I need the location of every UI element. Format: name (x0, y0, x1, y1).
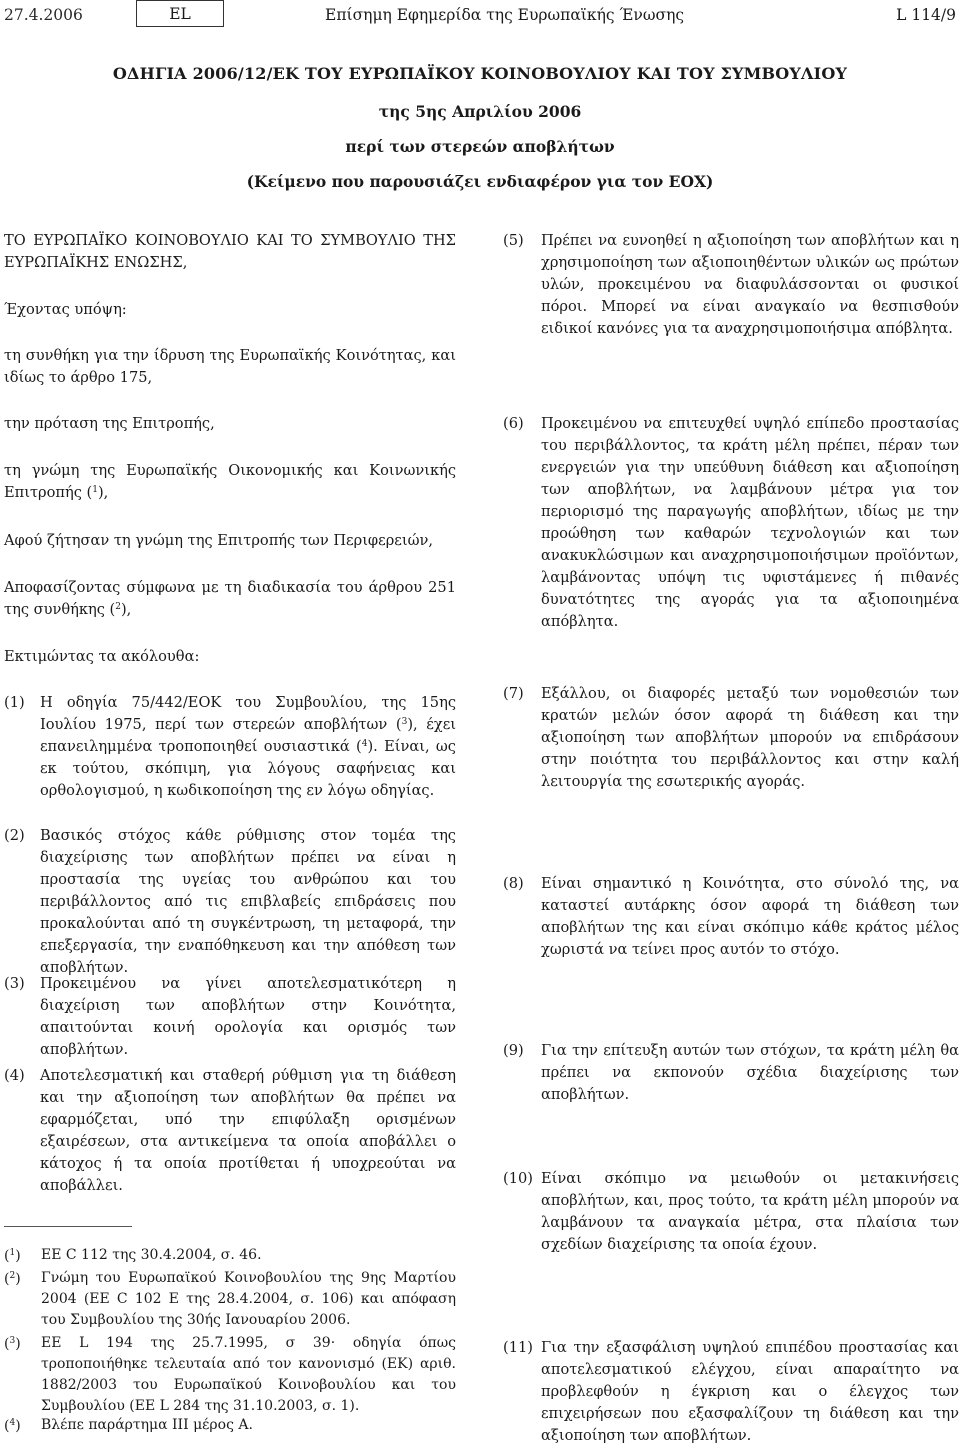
eea-relevance-note: (Κείμενο που παρουσιάζει ενδιαφέρον για τον ΕΟΧ) (246, 172, 714, 191)
recital-4: (4) Αποτελεσματική και σταθερή ρύθμιση για τη διάθεση και την αξιοποίηση των αποβλήτων θα πρέπει να εφαρμόζεται, υπό την επιφύλαξη ορισμένων εξαιρέσεων, στα αντικείμενα τα οποία αποβάλλει ο κάτοχος ή τα οποία προτίθεται ή υποχρεούται να αποβάλλει. (4, 1067, 456, 1194)
preamble-commission-proposal: την πρόταση της Επιτροπής, (4, 415, 215, 432)
recital-3: (3) Προκειμένου να γίνει αποτελεσματικότερη η διαχείριση των αποβλήτων στην Κοινότητα, απαιτούνται κοινή ορολογία και ορισμός των αποβλήτων. (4, 975, 456, 1058)
recital-number: (9) (503, 1042, 524, 1059)
page-number: L 114/9 (896, 6, 956, 24)
recital-2: (2) Βασικός στόχος κάθε ρύθμισης στον τομέα της διαχείρισης των αποβλήτων πρέπει να είναι η προστασία της υγείας του ανθρώπου και του περιβάλλοντος από τις επιβλαβείς επιδράσεις που προκαλούνται από τη συγκέντρωση, τη μεταφορά, την επεξεργασία, την εναπόθηκευση και την απόθεση των αποβλήτων. (4, 827, 456, 976)
recital-number: (2) (4, 827, 25, 844)
preamble-esc-opinion: τη γνώμη της Ευρωπαϊκής Οικονομικής και Κοινωνικής Επιτροπής ($^1$), (4, 462, 456, 501)
recital-number: (10) (503, 1170, 533, 1187)
recital-7: (7) Εξάλλου, οι διαφορές μεταξύ των νομοθεσιών των κρατών μελών όσον αφορά τη διάθεση και την αξιοποίηση των αποβλήτων μπορούν να επιδράσουν στην ποιότητα του περιβάλλοντος και στην καλή λειτουργία της εσωτερικής αγοράς. (503, 685, 959, 790)
footnote-ref: 3 (401, 717, 408, 727)
recital-11: (11) Για την εξασφάλιση υψηλού επιπέδου προστασίας και αποτελεσματικού ελέγχου, είναι απαραίτητο να προβλεφθούν η έγκριση και ο έλεγχος των επιχειρήσεων που εξασφαλίζουν τη διάθεση και την αξιοποίηση των αποβλήτων. (503, 1339, 959, 1444)
language-code-box: EL (136, 0, 224, 27)
preamble-institutions: ΤΟ ΕΥΡΩΠΑΪΚΟ ΚΟΙΝΟΒΟΥΛΙΟ ΚΑΙ ΤΟ ΣΥΜΒΟΥΛΙΟ ΤΗΣ ΕΥΡΩΠΑΪΚΗΣ ΕΝΩΣΗΣ, (4, 232, 456, 271)
recital-number: (8) (503, 875, 524, 892)
footnote-4: ($^4$) Βλέπε παράρτημα ΙΙΙ μέρος Α. (4, 1417, 253, 1434)
recital-8: (8) Είναι σημαντικό η Κοινότητα, στο σύνολό της, να καταστεί αυτάρκης όσον αφορά τη διάθεση των αποβλήτων της και είναι σκόπιμο κάθε κράτος μέλος χωριστά να τείνει προς αυτόν το στόχο. (503, 875, 959, 958)
footnote-ref: 4 (361, 739, 368, 749)
footnote-separator (4, 1226, 132, 1227)
recital-number: (7) (503, 685, 524, 702)
footnote-2: ($^2$) Γνώμη του Ευρωπαϊκού Κοινοβουλίου της 9ης Μαρτίου 2004 (ΕΕ C 102 E της 28.4.2004, σ. 106) και απόφαση του Συμβουλίου της 30ής Ιανουαρίου 2006. (4, 1270, 456, 1328)
recital-number: (4) (4, 1067, 25, 1084)
preamble-procedure: Αποφασίζοντας σύμφωνα με τη διαδικασία του άρθρου 251 της συνθήκης ($^2$), (4, 579, 456, 618)
preamble-treaty: τη συνθήκη για την ίδρυση της Ευρωπαϊκής Κοινότητας, και ιδίως το άρθρο 175, (4, 347, 456, 386)
header-date: 27.4.2006 (4, 6, 83, 24)
preamble-regions-opinion: Αφού ζήτησαν τη γνώμη της Επιτροπής των Περιφερειών, (4, 532, 433, 549)
recital-1: (1) Η οδηγία 75/442/ΕΟΚ του Συμβουλίου, της 15ης Ιουλίου 1975, περί των στερεών αποβλήτων ($^3$), έχει επανειλημμένα τροποποιηθεί ουσιαστικά ($^4$). Είναι, ως εκ τούτου, σκόπιμη, για λόγους σαφήνειας και ορθολογισμού, η κωδικοποίηση της εν λόγω οδηγίας. (4, 694, 456, 799)
page-header (0, 0, 960, 28)
recital-number: (3) (4, 975, 25, 992)
recital-6: (6) Προκειμένου να επιτευχθεί υψηλό επίπεδο προστασίας του περιβάλλοντος, τα κράτη μέλη πρέπει, πέραν των ενεργειών για την υπεύθυνη διάθεση και αξιοποίηση των αποβλήτων, να λαμβάνουν μέτρα για τον περιορισμό της παραγωγής αποβλήτων, ιδίως με την προώθηση των καθαρών τεχνολογιών και των ανακυκλώσιμων και αναχρησιμοποιήσιμων προϊόντων, λαμβάνοντας υπόψη τις υφιστάμενες ή πιθανές δυνατότητες της αγοράς για τα αξιοποιημένα απόβλητα. (503, 415, 959, 630)
directive-subject: περί των στερεών αποβλήτων (345, 137, 615, 156)
recital-number: (5) (503, 232, 524, 249)
recital-number: (1) (4, 694, 25, 711)
recital-5: (5) Πρέπει να ευνοηθεί η αξιοποίηση των αποβλήτων και η χρησιμοποίηση των αξιοποιηθέντων υλικών ως πρώτων υλών, προκειμένου να διαφυλάσσονται οι φυσικοί πόροι. Μπορεί να είναι αναγκαίο να θεσπισθούν ειδικοί κανόνες για τα αναχρησιμοποιήσιμα απόβλητα. (503, 232, 959, 337)
footnote-3: ($^3$) ΕΕ L 194 της 25.7.1995, σ 39· οδηγία όπως τροποποιήθηκε τελευταία από τον κανονισμό (ΕΚ) αριθ. 1882/2003 του Ευρωπαϊκού Κοινοβουλίου και του Συμβουλίου (ΕΕ L 284 της 31.10.2003, σ. 1). (4, 1335, 456, 1414)
recital-10: (10) Είναι σκόπιμο να μειωθούν οι μετακινήσεις αποβλήτων, και, προς τούτο, τα κράτη μέλη μπορούν να λαμβάνουν τα αναγκαία μέτρα, στα πλαίσια των σχεδίων διαχείρισης τα οποία έχουν. (503, 1170, 959, 1253)
footnote-ref: 2 (115, 602, 121, 612)
recital-number: (6) (503, 415, 524, 432)
recital-number: (11) (503, 1339, 533, 1356)
preamble-having-regard: Έχοντας υπόψη: (4, 301, 127, 318)
directive-date: της 5ης Απριλίου 2006 (378, 102, 582, 121)
journal-title: Επίσημη Εφημερίδα της Ευρωπαϊκής Ένωσης (325, 6, 685, 24)
preamble-whereas: Εκτιμώντας τα ακόλουθα: (4, 648, 200, 665)
recital-9: (9) Για την επίτευξη αυτών των στόχων, τα κράτη μέλη θα πρέπει να εκπονούν σχέδια διαχείρισης των αποβλήτων. (503, 1042, 959, 1103)
directive-title: ΟΔΗΓΙΑ 2006/12/ΕΚ ΤΟΥ ΕΥΡΩΠΑΪΚΟΥ ΚΟΙΝΟΒΟΥΛΙΟΥ ΚΑΙ ΤΟΥ ΣΥΜΒΟΥΛΙΟΥ (112, 64, 848, 83)
footnote-ref: 1 (92, 485, 98, 495)
footnote-1: ($^1$) ΕΕ C 112 της 30.4.2004, σ. 46. (4, 1247, 262, 1264)
